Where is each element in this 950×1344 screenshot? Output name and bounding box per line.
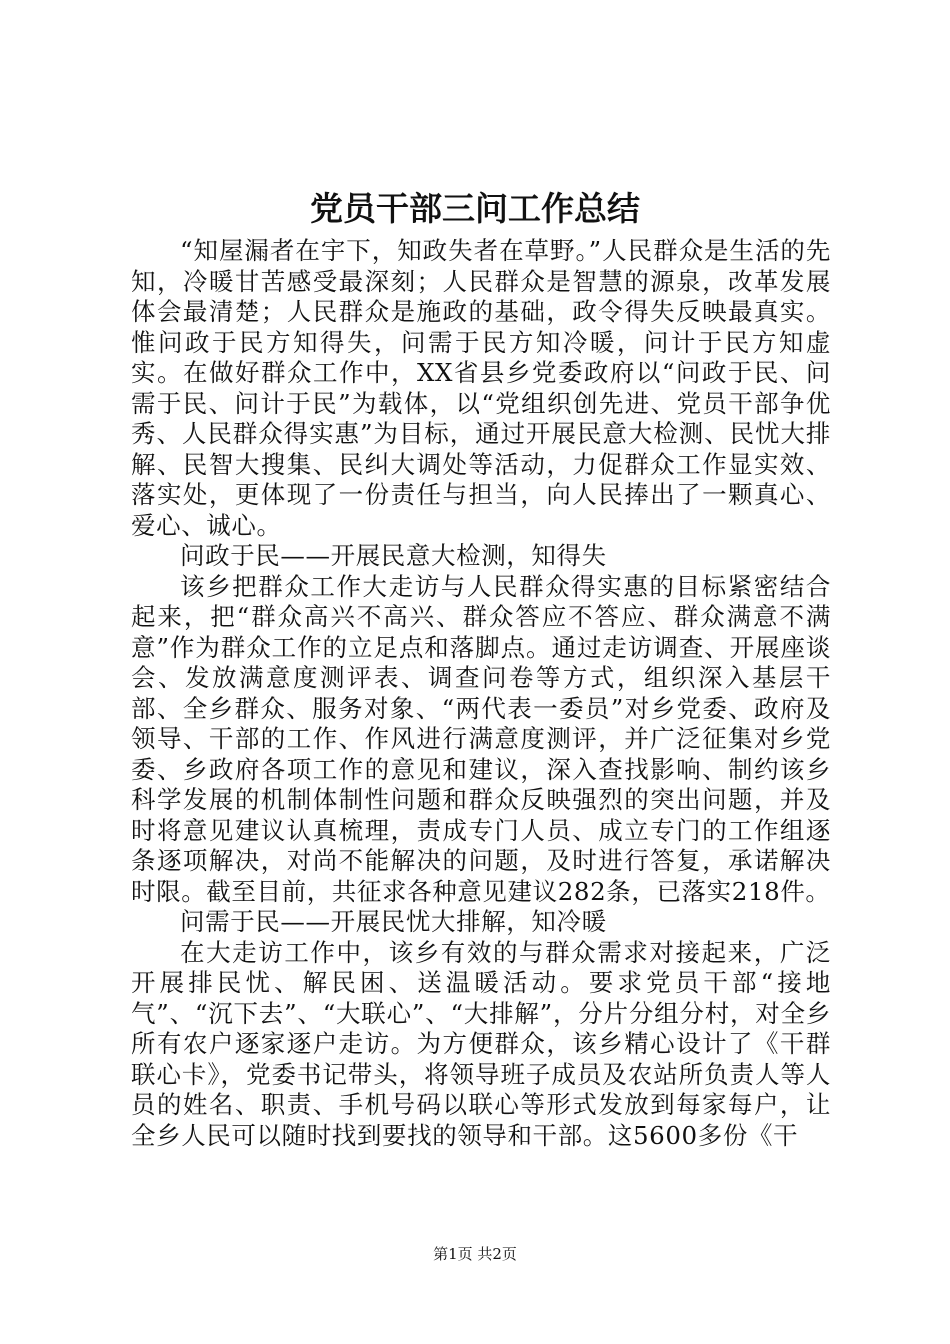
paragraph-intro: “知屋漏者在宇下，知政失者在草野。”人民群众是生活的先知，冷暖甘苦感受最深刻；人民群众是智慧的源泉，改革发展体会最清楚；人民群众是施政的基础，政令得失反映最真实。惟问政于民方知得失，问需于民方知冷暖，问计于民方知虚实。在做好群众工作中，XX省县乡党委政府以“问政于民、问需于民、问计于民”为载体，以“党组织创先进、党员干部争优秀、人民群众得实惠”为目标，通过开展民意大检测、民忧大排解、民智大搜集、民纠大调处等活动，力促群众工作显实效、落实处，更体现了一份责任与担当，向人民捧出了一颗真心、爱心、诚心。 — [131, 236, 831, 540]
paragraph-section-1: 该乡把群众工作大走访与人民群众得实惠的目标紧密结合起来，把“群众高兴不高兴、群众答应不答应、群众满意不满意”作为群众工作的立足点和落脚点。通过走访调查、开展座谈会、发放满意度测评表、调查问卷等方式，组织深入基层干部、全乡群众、服务对象、“两代表一委员”对乡党委、政府及领导、干部的工作、作风进行满意度测评，并广泛征集对乡党委、乡政府各项工作的意见和建议，深入查找影响、制约该乡科学发展的机制体制性问题和群众反映强烈的突出问题，并及时将意见建议认真梳理，责成专门人员、成立专门的工作组逐条逐项解决，对尚不能解决的问题，及时进行答复，承诺解决时限。截至目前，共征求各种意见建议282条，已落实218件。 — [131, 571, 831, 906]
section-heading-2: 问需于民——开展民忧大排解，知冷暖 — [180, 907, 607, 936]
section-heading-1: 问政于民——开展民意大检测，知得失 — [180, 541, 607, 570]
page-footer: 第1页 共2页 — [433, 1245, 517, 1263]
document-title: 党员干部三问工作总结 — [310, 189, 640, 228]
paragraph-section-2: 在大走访工作中，该乡有效的与群众需求对接起来，广泛开展排民忧、解民困、送温暖活动。要求党员干部“接地气”、“沉下去”、“大联心”、“大排解”，分片分组分村，对全乡所有农户逐家逐户走访。为方便群众，该乡精心设计了《干群联心卡》，党委书记带头，将领导班子成员及农站所负责人等人员的姓名、职责、手机号码以联心等形式发放到每家每户，让全乡人民可以随时找到要找的领导和干部。这5600多份《干 — [131, 937, 831, 1150]
document-body — [131, 236, 831, 1151]
